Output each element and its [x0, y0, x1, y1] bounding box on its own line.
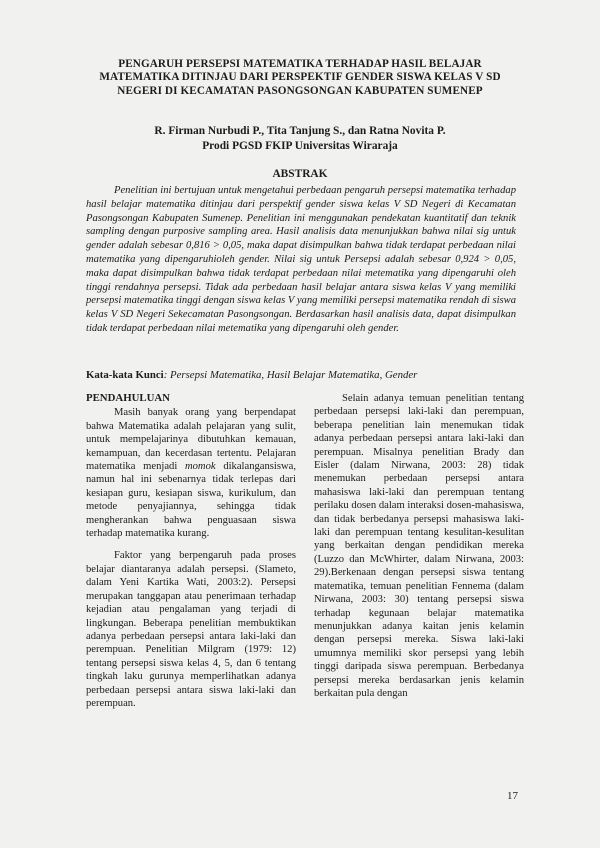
- paragraph-left-2: Faktor yang berpengaruh pada proses belajar diantaranya adalah persepsi. (Slameto, dalam Yeni Kartika Wati, 2003:2). Persepsi merupakan tanggapan atau penerimaan terhadap kejadian atau pengalaman yang terjadi di lingkungan. Beberapa penelitian membuktikan adanya perbedaan persepsi antara laki-laki dan perempuan. Penelitian Milgram (1979: 12) tentang persepsi siswa kelas 4, 5, dan 6 tentang tingkah laku gurunya memperlihatkan adanya perbedaan persepsi antara siswa laki-laki dan perempuan.: [86, 550, 296, 709]
- page-number: 17: [507, 790, 518, 802]
- title-line-3: NEGERI DI KECAMATAN PASONGSONGAN KABUPATEN SUMENEP: [117, 84, 483, 97]
- left-column: [86, 392, 296, 719]
- section-heading: PENDAHULUAN: [86, 392, 170, 404]
- paragraph-text: Masih banyak orang yang berpendapat bahwa Matematika adalah pelajaran yang sulit, untuk mempelajarinya dibutuhkan kemauan, kemampuan, dan kecerdasan tertentu. Pelajaran matematika menjadi: [86, 407, 296, 473]
- keywords-label: Kata-kata Kunci: [86, 369, 164, 381]
- paragraph-left-1: [86, 406, 296, 540]
- abstract-heading: ABSTRAK: [272, 168, 328, 180]
- paragraph-right-1: Selain adanya temuan penelitian tentang perbedaan persepsi laki-laki dan perempuan, beberapa penelitian lain menemukan tidak adanya perbedaan persepsi antara laki-laki dan perempuan. Misalnya penelitian Brady dan Eisler (dalam Nirwana, 2003: 28) tidak menemukan perbedaan persepsi antara mahasiswa laki-laki dan perempuan tentang perilaku dosen dalam interaksi dosen-mahasiswa, dan tidak berbedanya persepsi mahasiswa laki-laki dan perempuan tentang kesulitan-kesulitan yang berkaitan dengan pendidikan mereka (Luzzo dan McWhirter, dalam Nirwana, 2003: 29).Berkenaan dengan persepsi siswa tentang matematika, temuan penelitian Fennema (dalam Nirwana, 2003: 30) tentang persepsi siswa terhadap kegunaan belajar matematika menunjukkan adanya kaitan jenis kelamin dengan persepsi mereka. Siswa laki-laki umumnya memiliki skor persepsi yang lebih tinggi daripada siswa perempuan. Berbedanya persepsi mereka berdasarkan jenis kelamin berkaitan pula dengan: [314, 393, 524, 699]
- right-column: [314, 392, 524, 709]
- keywords-text: : Persepsi Matematika, Hasil Belajar Matematika, Gender: [163, 369, 418, 381]
- author-block: [70, 124, 530, 154]
- italic-term: momok: [184, 461, 216, 473]
- paper-title: [70, 58, 530, 98]
- title-line-1: PENGARUH PERSEPSI MATEMATIKA TERHADAP HASIL BELAJAR: [118, 58, 482, 70]
- abstract-text: Penelitian ini bertujuan untuk mengetahui perbedaan pengaruh persepsi matematika terhadap hasil belajar matematika ditinjau dari perspektif gender siswa kelas V SD Negeri di Kecamatan Pasongsongan Kabupaten Sumenep. Penelitian ini menggunakan pendekatan kuantitatif dan teknik sampling dengan purposive sampling area. Hasil analisis data menunjukkan bahwa nilai sig untuk gender adalah sebesar 0,816 > 0,05, maka dapat disimpulkan bahwa tidak terdapat perbedaan nilai matematika yang dipengaruhioleh gender. Nilai sig untuk Persepsi adalah sebesar 0,924 > 0,05, maka dapat disimpulkan bahwa tidak terdapat perbedaan nilai metematika yang dipengaruhi oleh tinggi rendahnya persepsi. Tidak ada perbedaan hasil belajar antara siswa kelas V yang memiliki persepsi matematika tinggi dengan siswa kelas V yang memiliki persepsi matematika rendah di siswa kelas V SD Negeri Sekecamatan Pasongsongan. Berdasarkan hasil analisis data, dapat disimpulkan tidak terdapat perbedaan nilai metematika yang dipengaruhi oleh gender.: [86, 185, 516, 334]
- keywords: [86, 368, 526, 382]
- author-affiliation: Prodi PGSD FKIP Universitas Wiraraja: [202, 140, 398, 152]
- paragraph-text: dikalangansiswa, namun hal ini sebenarnya tidak terlepas dari kesiapan guru, kesiapan siswa, kurikulum, dan metode penyajiannya, sehingga tidak mengherankan bahwa penguasaan siswa terhadap matematika kurang.: [86, 461, 296, 540]
- title-line-2: MATEMATIKA DITINJAU DARI PERSPEKTIF GENDER SISWA KELAS V SD: [99, 71, 501, 84]
- author-names: R. Firman Nurbudi P., Tita Tanjung S., dan Ratna Novita P.: [154, 125, 446, 137]
